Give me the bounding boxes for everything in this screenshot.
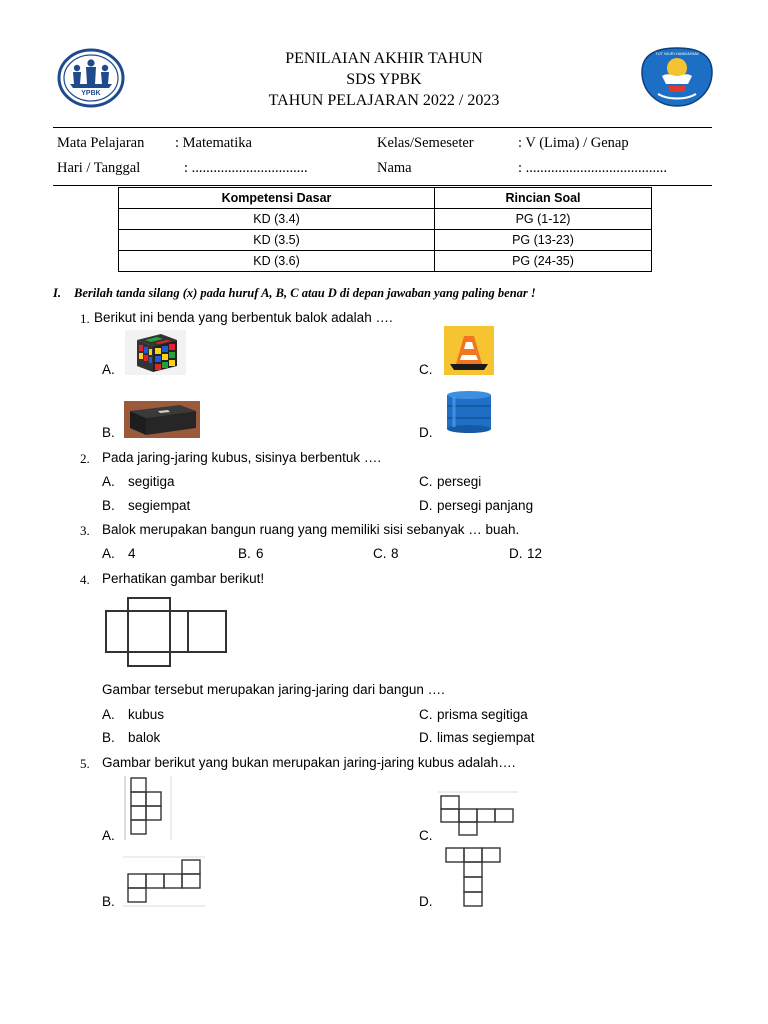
q3-option-d-label[interactable]: D. [509, 546, 523, 561]
q4-option-d-label[interactable]: D. [419, 730, 433, 745]
instruction-text: Berilah tanda silang (x) pada huruf A, B, C atau D di depan jawaban yang paling benar ! [74, 286, 536, 300]
title-line-1: PENILAIAN AKHIR TAHUN [285, 50, 483, 67]
net-diagram-icon [102, 594, 230, 675]
q1-option-c-label[interactable]: C. [419, 362, 433, 377]
tissue-box-icon [124, 401, 200, 443]
q3-option-b-label[interactable]: B. [238, 546, 251, 561]
q1-option-a-label[interactable]: A. [102, 362, 115, 377]
question-1-number: 1. [80, 311, 90, 326]
q4-option-d-text[interactable]: limas segiempat [437, 730, 535, 745]
q2-option-b-text[interactable]: segiempat [128, 498, 191, 513]
question-1-text: Berikut ini benda yang berbentuk balok adalah …. [94, 310, 393, 325]
q2-option-b-label[interactable]: B. [102, 498, 115, 513]
title-line-3: TAHUN PELAJARAN 2022 / 2023 [268, 92, 500, 109]
traffic-cone-icon [444, 326, 494, 380]
q2-option-c-label[interactable]: C. [419, 474, 433, 489]
q1-option-d-label[interactable]: D. [419, 425, 433, 440]
table-cell: KD (3.4) [119, 209, 435, 230]
table-cell: PG (24-35) [435, 251, 652, 272]
tut-wuri-logo [640, 46, 714, 108]
date-value: : ................................ [184, 160, 308, 176]
q4-option-a-text[interactable]: kubus [128, 707, 165, 722]
class-value: : V (Lima) / Genap [518, 135, 629, 151]
q2-option-a-label[interactable]: A. [102, 474, 115, 489]
table-row [119, 209, 652, 230]
title-line-2: SDS YPBK [346, 71, 422, 88]
net-diagram-icon [442, 843, 504, 914]
q5-option-a-label[interactable]: A. [102, 828, 115, 843]
question-3-number: 3. [80, 523, 90, 538]
table-cell: PG (1-12) [435, 209, 652, 230]
school-logo-text: YPBK [81, 90, 101, 97]
q3-option-a-label[interactable]: A. [102, 546, 115, 561]
kd-header-cell: Rincian Soal [435, 188, 652, 209]
q2-option-d-label[interactable]: D. [419, 498, 433, 513]
q4-option-c-text[interactable]: prisma segitiga [437, 707, 528, 722]
q4-option-a-label[interactable]: A. [102, 707, 115, 722]
kd-table [118, 187, 652, 272]
drum-barrel-icon [444, 389, 494, 440]
q5-option-d-label[interactable]: D. [419, 894, 433, 909]
question-4-text: Perhatikan gambar berikut! [102, 571, 265, 586]
question-5-text: Gambar berikut yang bukan merupakan jaring-jaring kubus adalah…. [102, 755, 516, 770]
question-3-text: Balok merupakan bangun ruang yang memiliki sisi sebanyak … buah. [102, 522, 520, 537]
subject-value: : Matematika [175, 135, 252, 151]
question-5-number: 5. [80, 756, 90, 771]
instruction-number: I. [53, 286, 61, 300]
table-row [119, 230, 652, 251]
name-label: Nama [377, 160, 412, 176]
class-label: Kelas/Semeseter [377, 135, 474, 151]
header-divider-bottom [53, 185, 712, 186]
net-diagram-icon [123, 856, 205, 913]
q3-option-c-text[interactable]: 8 [391, 546, 399, 561]
q3-option-c-label[interactable]: C. [373, 546, 387, 561]
q2-option-a-text[interactable]: segitiga [128, 474, 175, 489]
subject-label: Mata Pelajaran [57, 135, 145, 151]
question-4-followup: Gambar tersebut merupakan jaring-jaring dari bangun …. [102, 682, 445, 697]
q5-option-c-label[interactable]: C. [419, 828, 433, 843]
table-cell: KD (3.6) [119, 251, 435, 272]
name-value: : ....................................... [518, 160, 668, 176]
question-2-number: 2. [80, 451, 90, 466]
kd-header-cell: Kompetensi Dasar [119, 188, 435, 209]
q2-option-d-text[interactable]: persegi panjang [437, 498, 534, 513]
q4-option-c-label[interactable]: C. [419, 707, 433, 722]
q3-option-b-text[interactable]: 6 [256, 546, 264, 561]
q3-option-a-text[interactable]: 4 [128, 546, 136, 561]
question-4-number: 4. [80, 572, 90, 587]
table-row [119, 251, 652, 272]
q5-option-b-label[interactable]: B. [102, 894, 115, 909]
net-diagram-icon [123, 776, 173, 845]
question-2-text: Pada jaring-jaring kubus, sisinya berbentuk …. [102, 450, 382, 465]
q1-option-b-label[interactable]: B. [102, 425, 115, 440]
q4-option-b-text[interactable]: balok [128, 730, 161, 745]
q4-option-b-label[interactable]: B. [102, 730, 115, 745]
table-cell: KD (3.5) [119, 230, 435, 251]
header-divider-top [53, 127, 712, 128]
q2-option-c-text[interactable]: persegi [437, 474, 482, 489]
kd-table-header [119, 188, 652, 209]
q3-option-d-text[interactable]: 12 [527, 546, 543, 561]
table-cell: PG (13-23) [435, 230, 652, 251]
rubiks-cube-icon [125, 330, 186, 380]
date-label: Hari / Tanggal [57, 160, 141, 176]
net-diagram-icon [438, 790, 518, 845]
tut-wuri-logo-text: TUT WURI HANDAYANI [655, 51, 699, 56]
